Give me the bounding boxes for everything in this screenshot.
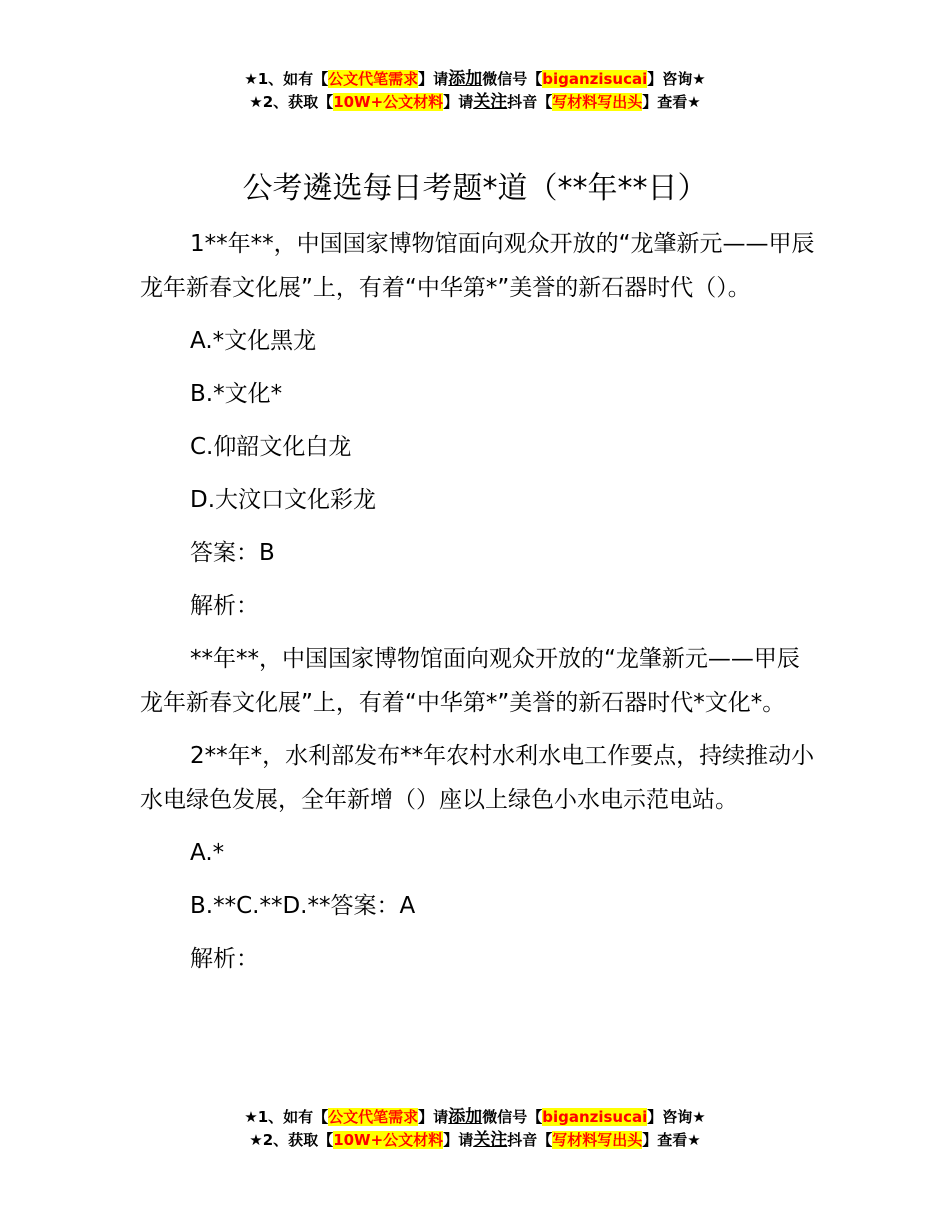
banner-text: 2、获取【 <box>262 1131 334 1149</box>
header-banner <box>0 68 950 114</box>
highlight-ghostwriting: 公文代笔需求 <box>328 70 419 88</box>
banner-line-1 <box>0 1106 950 1129</box>
follow-link[interactable]: 关注 <box>473 1130 508 1150</box>
banner-text: 微信号【 <box>482 1108 543 1126</box>
banner-text: 】请 <box>443 93 474 111</box>
star-icon: ★ <box>687 1131 701 1149</box>
question-1-option-a: A.*文化黑龙 <box>190 328 317 354</box>
star-icon: ★ <box>249 93 263 111</box>
banner-text: 微信号【 <box>482 70 543 88</box>
footer-banner <box>0 1106 950 1152</box>
banner-text: 】咨询 <box>647 70 693 88</box>
question-2-options-answer: B.**C.**D.**答案：A <box>190 893 416 919</box>
wechat-id[interactable]: biganzisucai <box>542 1108 648 1126</box>
follow-link[interactable]: 关注 <box>473 92 508 112</box>
banner-text: 】请 <box>443 1131 474 1149</box>
banner-text: 】查看 <box>642 1131 688 1149</box>
banner-text: 】请 <box>418 70 449 88</box>
banner-text: 1、如有【 <box>257 70 329 88</box>
add-link[interactable]: 添加 <box>448 69 483 89</box>
douyin-account[interactable]: 写材料写出头 <box>552 93 643 111</box>
banner-line-2 <box>0 91 950 114</box>
star-icon: ★ <box>244 70 258 88</box>
star-icon: ★ <box>692 1108 706 1126</box>
add-link[interactable]: 添加 <box>448 1107 483 1127</box>
question-1-answer: 答案：B <box>190 540 275 566</box>
question-1-analysis-label: 解析： <box>190 593 259 619</box>
star-icon: ★ <box>687 93 701 111</box>
highlight-ghostwriting: 公文代笔需求 <box>328 1108 419 1126</box>
highlight-materials: 10W+公文材料 <box>333 1131 444 1149</box>
banner-text: 】请 <box>418 1108 449 1126</box>
banner-text: 2、获取【 <box>262 93 334 111</box>
highlight-materials: 10W+公文材料 <box>333 93 444 111</box>
banner-text: 抖音【 <box>507 1131 553 1149</box>
question-1-option-b: B.*文化* <box>190 381 283 407</box>
question-1-option-d: D.大汶口文化彩龙 <box>190 487 377 513</box>
star-icon: ★ <box>249 1131 263 1149</box>
banner-text: 】咨询 <box>647 1108 693 1126</box>
banner-text: 1、如有【 <box>257 1108 329 1126</box>
page-title: 公考遴选每日考题*道（**年**日） <box>242 171 708 206</box>
star-icon: ★ <box>692 70 706 88</box>
question-1-analysis: **年**，中国国家博物馆面向观众开放的“龙肇新元——甲辰龙年新春文化展”上，有着“中华第*”美誉的新石器时代*文化*。 <box>140 646 800 716</box>
question-1-option-c: C.仰韶文化白龙 <box>190 434 352 460</box>
question-1-stem: 1**年**，中国国家博物馆面向观众开放的“龙肇新元——甲辰龙年新春文化展”上，有着“中华第*”美誉的新石器时代（）。 <box>140 231 815 301</box>
banner-line-1 <box>0 68 950 91</box>
banner-line-2 <box>0 1129 950 1152</box>
document-body <box>140 222 815 990</box>
wechat-id[interactable]: biganzisucai <box>542 70 648 88</box>
question-2-analysis-label: 解析： <box>190 946 259 972</box>
star-icon: ★ <box>244 1108 258 1126</box>
douyin-account[interactable]: 写材料写出头 <box>552 1131 643 1149</box>
question-2-stem: 2**年*，水利部发布**年农村水利水电工作要点，持续推动小水电绿色发展，全年新增（）座以上绿色小水电示范电站。 <box>140 743 815 813</box>
banner-text: 抖音【 <box>507 93 553 111</box>
question-2-option-a: A.* <box>190 840 225 866</box>
banner-text: 】查看 <box>642 93 688 111</box>
